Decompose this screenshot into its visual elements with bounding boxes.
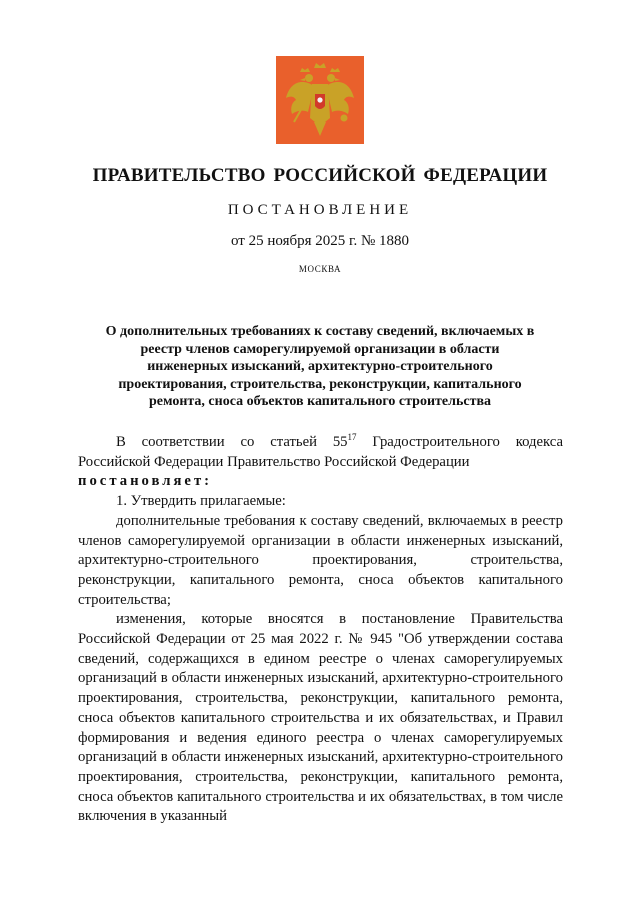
government-title: ПРАВИТЕЛЬСТВО РОССИЙСКОЙ ФЕДЕРАЦИИ <box>92 165 548 186</box>
document-type: ПОСТАНОВЛЕНИЕ <box>227 202 413 218</box>
document-city: МОСКВА <box>298 264 342 274</box>
document-body <box>78 433 563 827</box>
document-subject: О дополнительных требованиях к составу сведений, включаемых в реестр членов саморегулируемой организации в области инженерных изысканий, архитектурно-строительного проектирования, строительства, реконструкции, капитального ремонта, сноса объектов капитального строительства <box>105 324 535 409</box>
changes-paragraph: изменения, которые вносятся в постановление Правительства Российской Федерации от 25 мая 2022 г. № 945 "Об утверждении состава сведений, содержащихся в едином реестре о членах саморегулируемых организаций в области инженерных изысканий, архитектурно-строительного проектирования, строительства, реконструкции, капитального ремонта, сноса объектов капитального строительства и их обязательствах, и Правил формирования и ведения единого реестра о членах саморегулируемых организаций в области инженерных изысканий, архитектурно-строительного проектирования, строительства, реконструкции, капитального ремонта, сноса объектов капитального строительства и их обязательствах, в том числе включения в указанный <box>78 611 563 825</box>
requirements-paragraph: дополнительные требования к составу сведений, включаемых в реестр членов саморегулируемой организации в области инженерных изысканий, архитектурно-строительного проектирования, строительства, реконструкции, капитального ремонта, сноса объектов капитального строительства; <box>78 512 563 608</box>
russian-coat-of-arms-icon <box>276 56 364 144</box>
document-date-number: от 25 ноября 2025 г. № 1880 <box>230 233 410 249</box>
decree-paragraph <box>78 472 563 492</box>
preamble-paragraph <box>78 433 563 472</box>
item-1-paragraph: 1. Утвердить прилагаемые: <box>116 493 286 510</box>
preamble-text-end: Градостроительного кодекса Российской Федерации Правительство Российской Федерации <box>78 434 563 470</box>
article-superscript: 17 <box>347 432 357 443</box>
coat-of-arms-emblem <box>276 56 364 144</box>
decree-word: постановляет: <box>78 473 213 490</box>
preamble-text-start: В соответствии со статьей 55 <box>116 434 348 450</box>
